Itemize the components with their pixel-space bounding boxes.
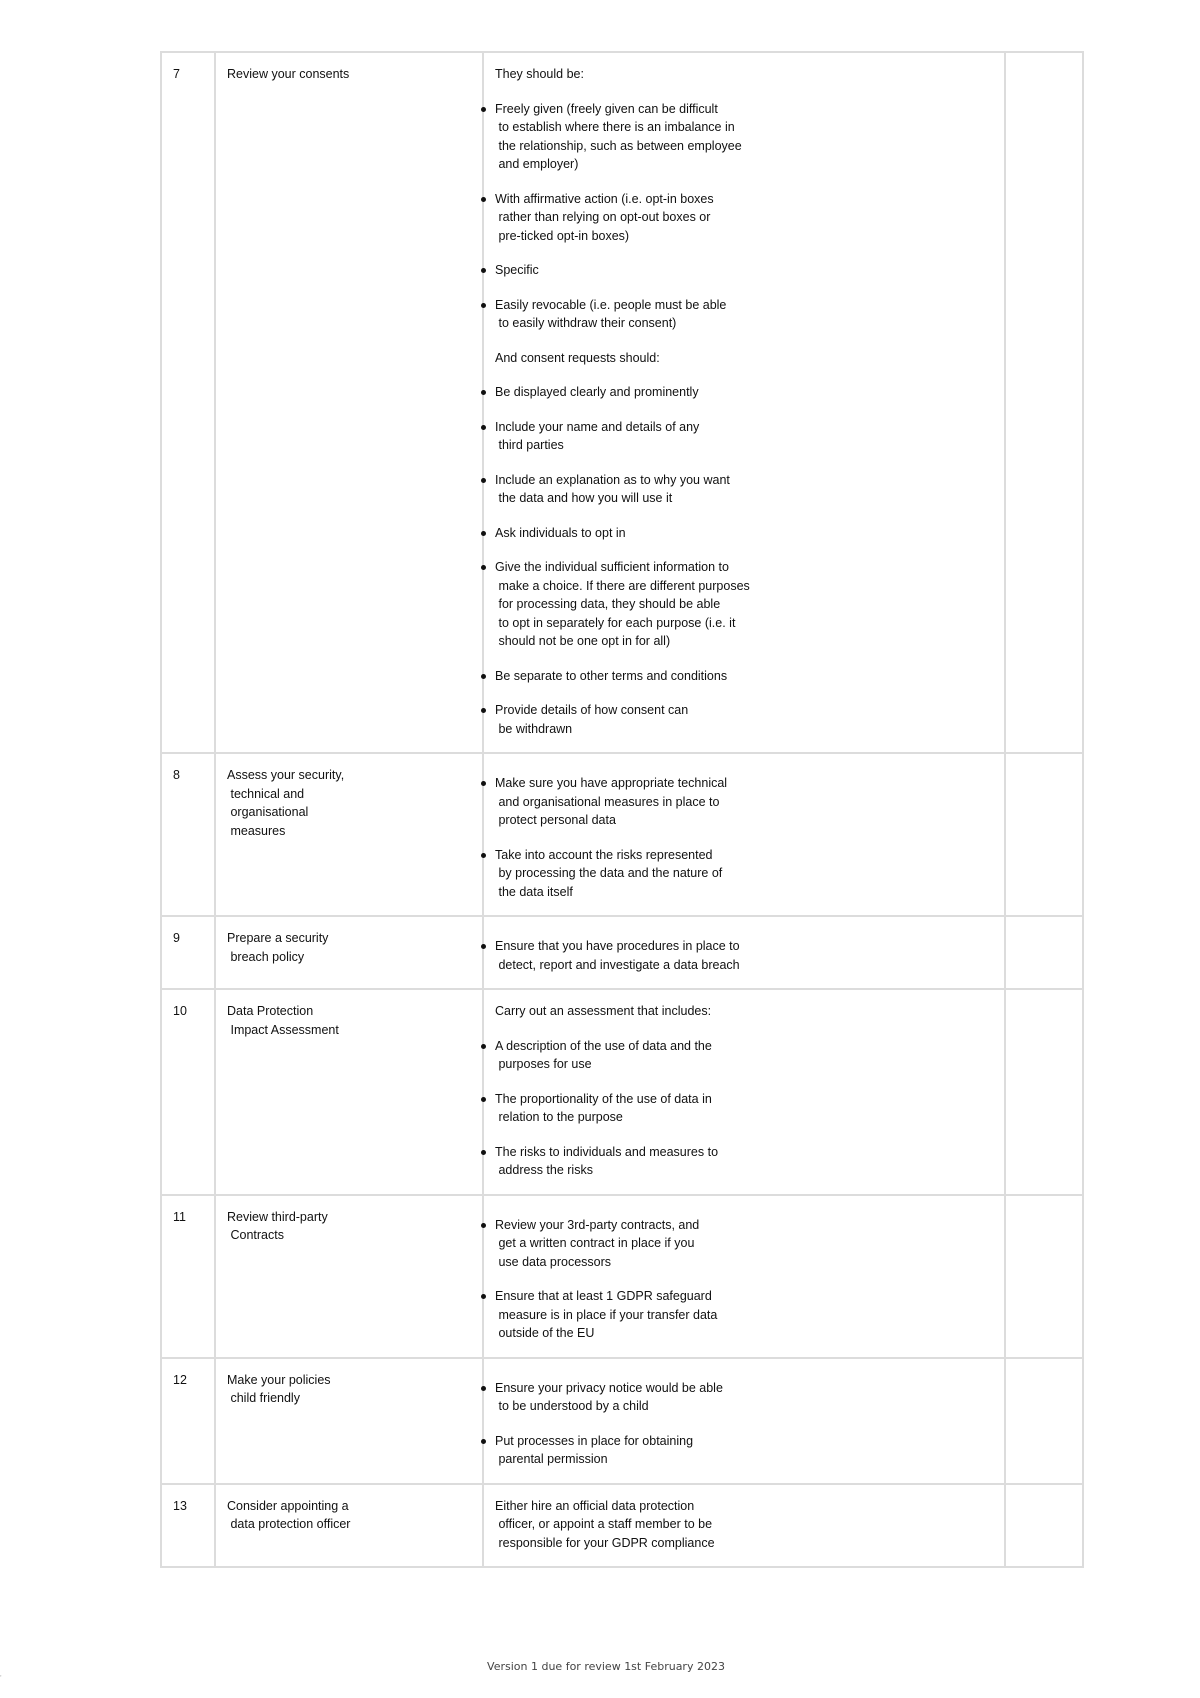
detail-line: the data itself: [495, 884, 573, 899]
detail-line: parental permission: [495, 1452, 608, 1466]
detail-line: should not be one opt in for all): [495, 634, 671, 648]
action-text: Impact Assessment: [227, 1022, 339, 1037]
detail-line: outside of the EU: [495, 1326, 595, 1340]
bullet-item: [495, 261, 994, 280]
status-cell: [1005, 52, 1083, 753]
bullet-item: [495, 937, 994, 974]
bullet-item: [495, 846, 994, 902]
details-cell: [483, 753, 1005, 916]
detail-line: address the risks: [495, 1163, 593, 1177]
details-cell: [483, 1358, 1005, 1484]
action-cell: [215, 52, 483, 753]
bullet-item: [495, 296, 994, 333]
detail-line: detect, report and investigate a data breach: [495, 957, 740, 972]
detail-line: Take into account the risks represented: [495, 847, 713, 862]
bullet-item: [495, 1090, 994, 1127]
detail-line: Include an explanation as to why you want: [495, 472, 730, 487]
detail-line: Either hire an official data protection: [495, 1498, 695, 1513]
table-row: [161, 1358, 1083, 1484]
detail-line: With affirmative action (i.e. opt-in boxes: [495, 191, 714, 206]
detail-line: Provide details of how consent can: [495, 703, 689, 717]
detail-line: Give the individual sufficient information to: [495, 560, 729, 574]
table-row: [161, 52, 1083, 753]
action-text: Contracts: [227, 1228, 284, 1242]
action-cell: [215, 916, 483, 989]
bullet-item: [495, 190, 994, 246]
detail-line: by processing the data and the nature of: [495, 866, 723, 880]
detail-line: rather than relying on opt-out boxes or: [495, 210, 711, 224]
detail-line: Review your 3rd-party contracts, and: [495, 1217, 700, 1232]
detail-line: and employer): [495, 157, 579, 171]
details-cell: [483, 989, 1005, 1195]
action-text: child friendly: [227, 1391, 300, 1405]
status-cell: [1005, 916, 1083, 989]
detail-line: The proportionality of the use of data in: [495, 1091, 712, 1106]
detail-line: use data processors: [495, 1254, 612, 1269]
row-number: 10: [161, 989, 215, 1195]
bullet-item: [495, 1432, 994, 1469]
status-cell: [1005, 1484, 1083, 1568]
details-cell: [483, 52, 1005, 753]
action-text: Review your consents: [227, 67, 350, 81]
detail-line: get a written contract in place if you: [495, 1236, 695, 1250]
action-cell: [215, 1358, 483, 1484]
detail-line: be withdrawn: [495, 721, 573, 736]
details-cell: [483, 1195, 1005, 1358]
detail-paragraph: [495, 1497, 994, 1553]
row-number: 7: [161, 52, 215, 753]
detail-line: Ensure your privacy notice would be able: [495, 1380, 723, 1395]
row-number: 9: [161, 916, 215, 989]
detail-line: And consent requests should:: [495, 350, 660, 365]
table-body: [161, 52, 1083, 1567]
action-cell: [215, 1195, 483, 1358]
action-text: measures: [227, 823, 286, 838]
detail-line: to opt in separately for each purpose (i.e. it: [495, 615, 736, 630]
status-cell: [1005, 753, 1083, 916]
action-text: breach policy: [227, 949, 305, 964]
action-text: Consider appointing a: [227, 1498, 349, 1513]
bullet-item: [495, 1216, 994, 1272]
detail-line: the relationship, such as between employee: [495, 138, 742, 153]
bullet-item: [495, 701, 994, 738]
detail-line: They should be:: [495, 67, 584, 81]
detail-line: A description of the use of data and the: [495, 1038, 712, 1053]
bullet-item: [495, 524, 994, 543]
detail-line: to easily withdraw their consent): [495, 316, 677, 330]
detail-line: to be understood by a child: [495, 1399, 649, 1413]
bullet-item: [495, 1379, 994, 1416]
detail-line: to establish where there is an imbalance in: [495, 120, 735, 134]
status-cell: [1005, 1195, 1083, 1358]
row-number: 13: [161, 1484, 215, 1568]
action-text: Prepare a security: [227, 931, 329, 945]
detail-paragraph: [495, 1002, 994, 1021]
action-text: Assess your security,: [227, 768, 345, 782]
detail-line: Ask individuals to opt in: [495, 525, 626, 540]
table-row: [161, 1195, 1083, 1358]
detail-paragraph: [495, 65, 994, 84]
detail-line: Freely given (freely given can be difficult: [495, 101, 718, 116]
detail-line: the data and how you will use it: [495, 491, 673, 505]
bullet-item: [495, 774, 994, 830]
details-cell: [483, 916, 1005, 989]
action-cell: [215, 989, 483, 1195]
table-row: [161, 989, 1083, 1195]
bullet-item: [495, 418, 994, 455]
bullet-item: [495, 1143, 994, 1180]
detail-line: Specific: [495, 263, 539, 277]
footer-version-note: Version 1 due for review 1st February 2023: [487, 1660, 725, 1673]
action-cell: [215, 1484, 483, 1568]
bullet-item: [495, 471, 994, 508]
row-number: 11: [161, 1195, 215, 1358]
page-corner-mark: ,: [0, 1672, 2, 1678]
row-number: 8: [161, 753, 215, 916]
detail-line: third parties: [495, 438, 564, 452]
detail-paragraph: [495, 349, 994, 368]
detail-line: officer, or appoint a staff member to be: [495, 1517, 713, 1531]
detail-line: The risks to individuals and measures to: [495, 1144, 719, 1159]
detail-line: for processing data, they should be able: [495, 597, 721, 611]
action-text: data protection officer: [227, 1517, 351, 1531]
detail-line: purposes for use: [495, 1057, 592, 1071]
table-row: [161, 753, 1083, 916]
gdpr-checklist-table: [160, 51, 1084, 1568]
details-cell: [483, 1484, 1005, 1568]
status-cell: [1005, 989, 1083, 1195]
detail-line: pre-ticked opt-in boxes): [495, 228, 630, 243]
action-text: technical and: [227, 786, 305, 801]
status-cell: [1005, 1358, 1083, 1484]
detail-line: responsible for your GDPR compliance: [495, 1535, 715, 1550]
action-cell: [215, 753, 483, 916]
table-row: [161, 916, 1083, 989]
detail-line: Be displayed clearly and prominently: [495, 385, 699, 399]
row-number: 12: [161, 1358, 215, 1484]
detail-line: make a choice. If there are different purposes: [495, 578, 750, 593]
detail-line: Carry out an assessment that includes:: [495, 1004, 712, 1018]
bullet-item: [495, 1287, 994, 1343]
detail-line: Ensure that at least 1 GDPR safeguard: [495, 1289, 712, 1303]
detail-line: and organisational measures in place to: [495, 794, 720, 809]
table-row: [161, 1484, 1083, 1568]
action-text: Review third-party: [227, 1209, 328, 1224]
action-text: organisational: [227, 805, 309, 819]
action-text: Make your policies: [227, 1372, 331, 1387]
bullet-item: [495, 383, 994, 402]
action-text: Data Protection: [227, 1004, 314, 1018]
detail-line: measure is in place if your transfer data: [495, 1307, 718, 1322]
detail-line: Easily revocable (i.e. people must be able: [495, 297, 727, 312]
bullet-item: [495, 100, 994, 174]
detail-line: Be separate to other terms and conditions: [495, 668, 728, 683]
detail-line: Make sure you have appropriate technical: [495, 776, 728, 790]
bullet-item: [495, 1037, 994, 1074]
detail-line: relation to the purpose: [495, 1110, 623, 1124]
detail-line: protect personal data: [495, 813, 616, 827]
detail-line: Put processes in place for obtaining: [495, 1433, 694, 1448]
bullet-item: [495, 667, 994, 686]
detail-line: Ensure that you have procedures in place to: [495, 939, 740, 953]
bullet-item: [495, 558, 994, 651]
detail-line: Include your name and details of any: [495, 419, 700, 434]
